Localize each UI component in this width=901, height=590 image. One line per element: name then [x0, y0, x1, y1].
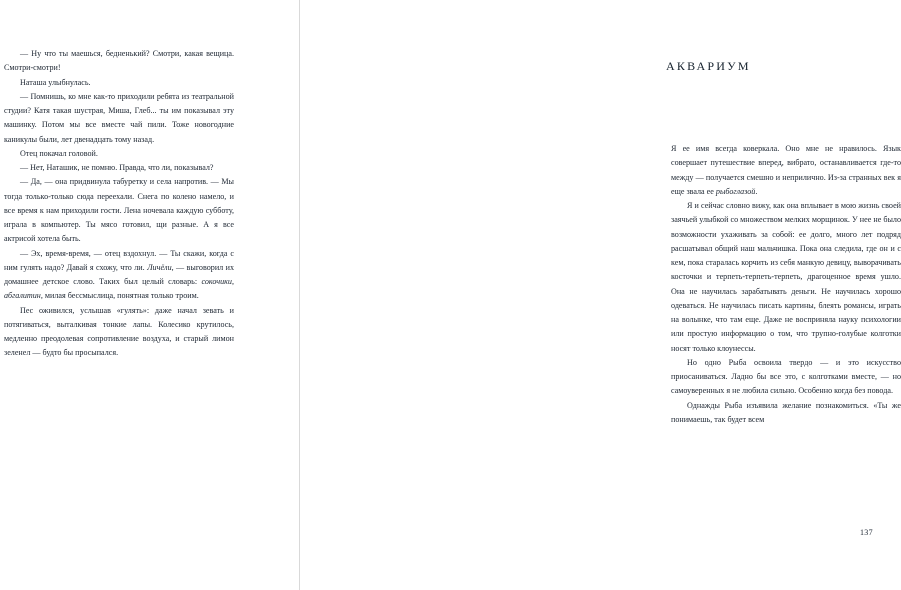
paragraph-tail: .: [755, 186, 758, 196]
paragraph-lead: — Эх, время-время, — отец вздохнул. — Ты скажи, когда с ним гулять надо? Давай я схожу, что ли.: [4, 248, 234, 272]
italic-word-sokochiki: сокочики: [201, 277, 232, 286]
paragraph: Но одно Рыба освоила твердо — и это искусство приосаниваться. Ладно бы все это, с колготками вместе, — но самоуверенных я не любила сильно. Особенно когда без повода.: [671, 357, 901, 396]
paragraph: — Ну что ты маешься, бедненький? Смотри, какая вещица. Смотри-смотри!: [4, 49, 234, 73]
chapter-title: аквариум: [666, 55, 751, 74]
paragraph: — Да, — она придвинула табуретку и села напротив. — Мы тогда только-только сюда переехали. Снега по колено намело, и все время к нам приходили гости. Лена ночевала каждую субботу, играла в компьютер. Ты мясо готовил, щи разные. А я все актрисой хотела быть.: [4, 177, 234, 244]
paragraph: Пес оживился, услышав «гулять»: даже начал зевать и потягиваться, выталкивая тонкие лапы. Колесико крутилось, медленно преодолевая сопротивление воздуха, и старый лимон зеленел — будто бы просыпался.: [4, 305, 234, 358]
paragraph-tail: , милая бессмыслица, понятная только троим.: [40, 291, 199, 301]
left-page: [0, 0, 299, 590]
left-page-textblock: [4, 47, 234, 361]
right-page: [301, 0, 901, 590]
paragraph: Однажды Рыба изъявила желание познакомиться. «Ты же понимаешь, так будет всем: [671, 400, 901, 424]
paragraph: Отец покачал головой.: [20, 148, 98, 158]
italic-word-ryboglazoy: рыбоглазой: [715, 186, 756, 196]
page-number: 137: [860, 528, 873, 537]
italic-word-licheli: Личёли: [147, 262, 172, 272]
paragraph-with-italics: [4, 247, 234, 304]
right-page-textblock: [671, 142, 901, 427]
paragraph-mid: , — выговорил их домашнее детское слово. Таких был целый словарь:: [4, 262, 234, 286]
paragraph: — Нет, Наташик, не помню. Правда, что ли, показывал?: [20, 163, 214, 172]
paragraph-mid-2: ,: [231, 277, 234, 286]
book-gutter-divider: [299, 0, 300, 590]
italic-word-abgalitin: абгалитин: [4, 291, 41, 301]
paragraph-with-italics: [671, 142, 901, 199]
paragraph-lead: Я ее имя всегда коверкала. Оно мне не нравилось. Язык совершает путешествие вперед, вибрато, останавливается где-то между — получается смешно и неприлично. Из-за странных век я еще звала ее: [671, 144, 901, 196]
paragraph: Я и сейчас словно вижу, как она вплывает в мою жизнь своей заячьей улыбкой со множеством мелких морщинок. У нее не было возможности ухаживать за собой: ее долго, много лет подряд расшатывал общий наш мальчишка. Пока она следила, где он и с кем, пока старалась корчить из себя манкую девицу, выворачивать косточки и терпеть-терпеть-терпеть, драгоценное время ушло. Она не научилась зарабатывать деньги. Не научилась хорошо одеваться. Не научилась писать картины, блеять романсы, играть на волынке, что там еще. Даже не восприняла науку психологии или простую информацию о том, что трупно-голубые колготки носят только клоунессы.: [671, 201, 901, 353]
paragraph: — Помнишь, ко мне как-то приходили ребята из театральной студии? Катя такая шустрая, Миша, Глеб... ты им показывал эту машинку. Потом мы все вместе чай пили. Тоже новогодние каникулы были, лет двенадцать тому назад.: [4, 91, 234, 144]
paragraph: Наташа улыбнулась.: [20, 77, 91, 87]
